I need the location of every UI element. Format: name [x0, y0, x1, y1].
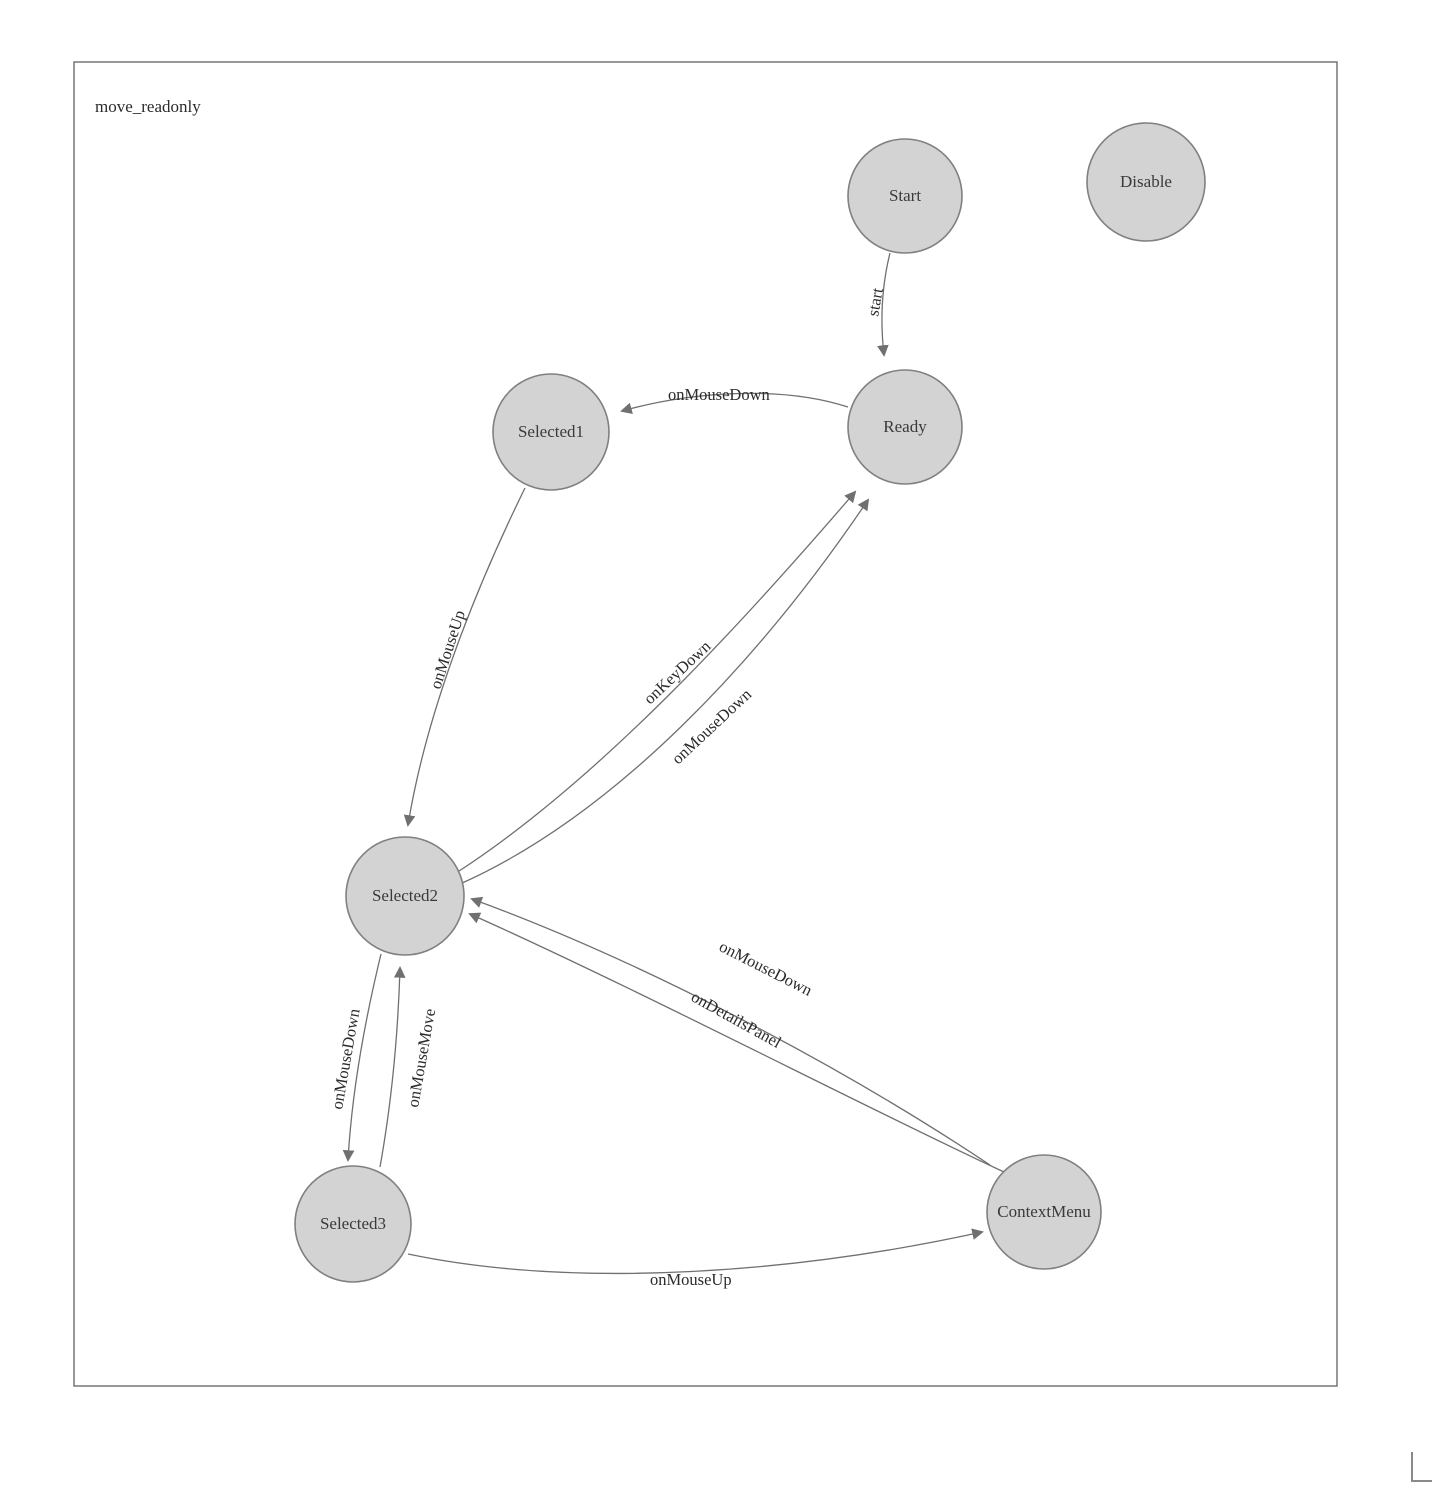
node-selected1[interactable]	[493, 374, 609, 490]
edge-label: onMouseDown	[716, 936, 816, 1000]
edge-label: onDetailsPanel	[688, 986, 785, 1052]
corner-mark-icon	[1412, 1452, 1432, 1481]
node-label: Selected2	[371, 885, 439, 905]
edge-label: onMouseDown	[668, 385, 770, 404]
edge-label: onMouseMove	[403, 1006, 440, 1109]
node-label: Disable	[1120, 171, 1172, 191]
edge-label: onKeyDown	[639, 636, 715, 708]
node-contextmenu[interactable]	[987, 1155, 1101, 1269]
node-selected2[interactable]	[346, 837, 464, 955]
node-label: Selected3	[319, 1213, 387, 1233]
edge-label: start	[863, 286, 887, 318]
node-disable[interactable]	[1087, 123, 1205, 241]
cluster-label: move_readonly	[95, 97, 201, 116]
node-selected3[interactable]	[295, 1166, 411, 1282]
node-label: ContextMenu	[997, 1201, 1091, 1221]
edge-label: onMouseUp	[425, 607, 470, 692]
node-label: Selected1	[517, 421, 585, 441]
node-ready[interactable]	[848, 370, 962, 484]
edge-label: onMouseDown	[327, 1007, 364, 1111]
node-start[interactable]	[848, 139, 962, 253]
edge-label: onMouseDown	[667, 684, 756, 768]
node-label: Ready	[883, 416, 927, 436]
edge-label: onMouseUp	[650, 1270, 732, 1289]
node-label: Start	[888, 185, 922, 205]
